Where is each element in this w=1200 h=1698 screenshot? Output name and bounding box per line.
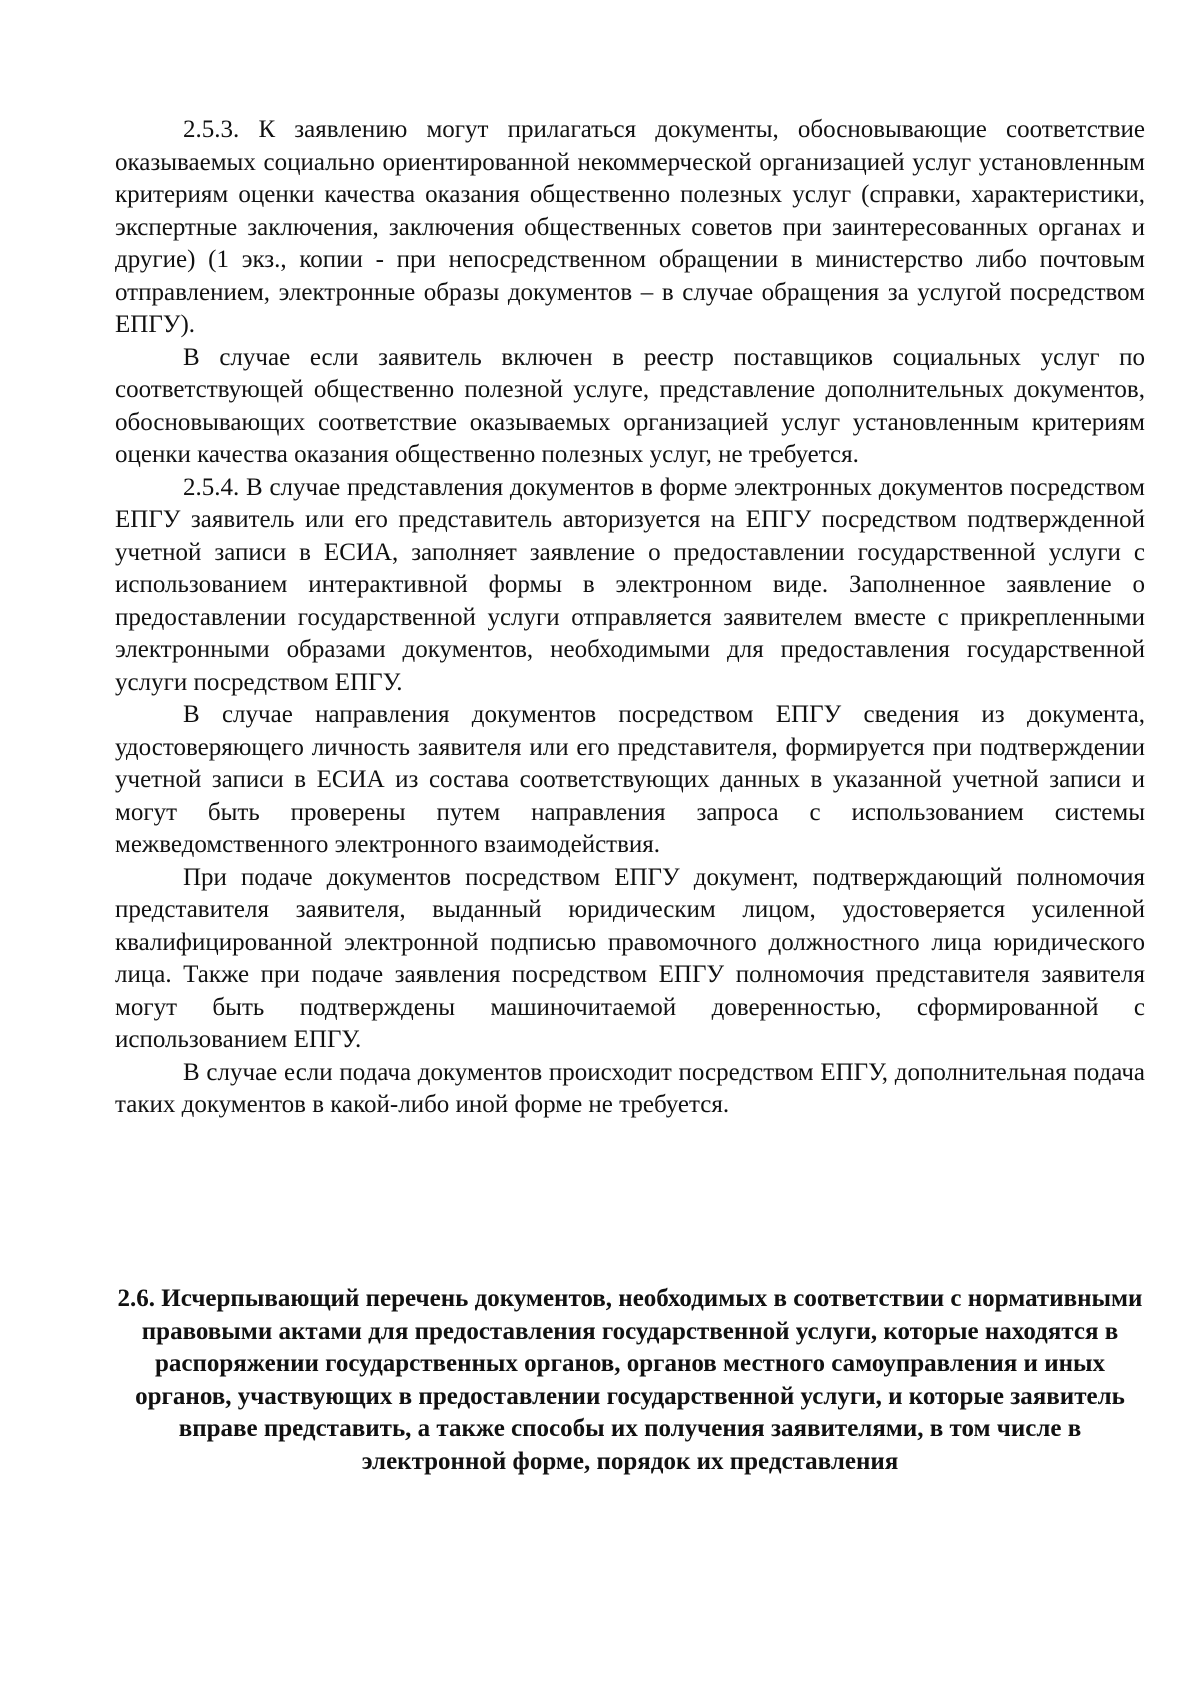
paragraph-representative-authority: При подаче документов посредством ЕПГУ документ, подтверждающий полномочия представителя заявителя, выданный юридическим лицом, удостоверяется усиленной квалифицированной электронной подписью правомочного должностного лица юридического лица. Также при подаче заявления посредством ЕПГУ полномочия представителя заявителя могут быть подтверждены машиночитаемой доверенностью, сформированной с использованием ЕПГУ. [115, 863, 1145, 1053]
paragraph-no-additional-submission: В случае если подача документов происходит посредством ЕПГУ, дополнительная подача таких документов в какой-либо иной форме не требуется. [115, 1058, 1145, 1118]
paragraph-registry-exemption: В случае если заявитель включен в реестр поставщиков социальных услуг по соответствующей общественно полезной услуге, представление дополнительных документов, обосновывающих соответствие оказываемых организацией услуг установленным критериям оценки качества оказания общественно полезных услуг, не требуется. [115, 343, 1145, 468]
document-body [115, 114, 1145, 1122]
section-heading-2-6: 2.6. Исчерпывающий перечень документов, необходимых в соответствии с нормативными правовыми актами для предоставления государственной услуги, которые находятся в распоряжении государственных органов, органов местного самоуправления и иных органов, участвующих в предоставлении государственной услуги, и которые заявитель вправе представить, а также способы их получения заявителями, в том числе в электронной форме, порядок их представления [117, 1285, 1143, 1475]
paragraph-identity-document: В случае направления документов посредством ЕПГУ сведения из документа, удостоверяющего личность заявителя или его представителя, формируется при подтверждении учетной записи в ЕСИА из состава соответствующих данных в указанной учетной записи и могут быть проверены путем направления запроса с использованием системы межведомственного электронного взаимодействия. [115, 701, 1145, 858]
paragraph-2-5-4: 2.5.4. В случае представления документов в форме электронных документов посредством ЕПГУ заявитель или его представитель авторизуется на ЕПГУ посредством подтвержденной учетной записи в ЕСИА, заполняет заявление о предоставлении государственной услуги с использованием интерактивной формы в электронном виде. Заполненное заявление о предоставлении государственной услуги отправляется заявителем вместе с прикрепленными электронными образами документов, необходимыми для предоставления государственной услуги посредством ЕПГУ. [115, 473, 1145, 696]
paragraph-2-5-3: 2.5.3. К заявлению могут прилагаться документы, обосновывающие соответствие оказываемых социально ориентированной некоммерческой организацией услуг установленным критериям оценки качества оказания общественно полезных услуг (справки, характеристики, экспертные заключения, заключения общественных советов при заинтересованных органах и другие) (1 экз., копии - при непосредственном обращении в министерство либо почтовым отправлением, электронные образы документов – в случае обращения за услугой посредством ЕПГУ). [115, 116, 1145, 338]
